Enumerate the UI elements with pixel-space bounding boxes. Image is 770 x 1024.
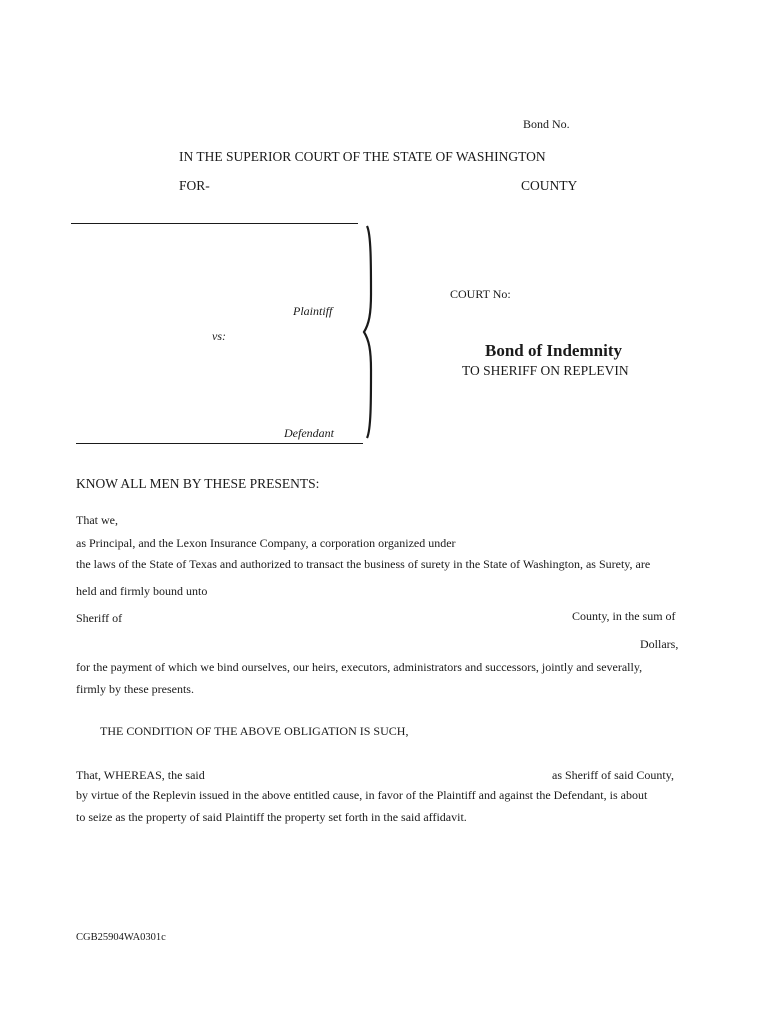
county-label: COUNTY [521,178,578,193]
court-no-label: COURT No: [450,287,511,301]
court-title: IN THE SUPERIOR COURT OF THE STATE OF WASHINGTON [179,149,546,164]
seize-line: to seize as the property of said Plaintiff the property set forth in the said affidavit. [76,810,467,824]
bond-subtitle: TO SHERIFF ON REPLEVIN [462,363,629,378]
whereas-line: That, WHEREAS, the said [76,768,205,782]
vs-label: vs: [212,329,226,343]
virtue-line: by virtue of the Replevin issued in the above entitled cause, in favor of the Plaintiff and against the Defendant, is about [76,788,648,802]
bond-title: Bond of Indemnity [485,341,622,360]
bond-no-label: Bond No. [523,117,570,131]
caption-bottom-rule [76,443,363,444]
principal-line: as Principal, and the Lexon Insurance Company, a corporation organized under [76,536,456,550]
defendant-label: Defendant [284,426,334,440]
county-sum-label: County, in the sum of [572,609,676,623]
caption-top-rule [71,223,358,224]
plaintiff-label: Plaintiff [293,304,333,318]
as-sheriff-label: as Sheriff of said County, [552,768,674,782]
caption-brace [355,224,385,442]
know-all-heading: KNOW ALL MEN BY THESE PRESENTS: [76,476,320,491]
firmly-line: firmly by these presents. [76,682,194,696]
form-code: CGB25904WA0301c [76,932,166,943]
sheriff-of-label: Sheriff of [76,611,123,625]
dollars-label: Dollars, [640,637,679,651]
held-line: held and firmly bound unto [76,584,208,598]
laws-line: the laws of the State of Texas and authorized to transact the business of surety in the State of Washington, as Surety, are [76,557,651,571]
for-label: FOR- [179,178,210,193]
payment-line: for the payment of which we bind ourselves, our heirs, executors, administrators and successors, jointly and severally, [76,660,643,674]
condition-heading: THE CONDITION OF THE ABOVE OBLIGATION IS SUCH, [100,724,409,738]
that-we-text: That we, [76,513,118,527]
